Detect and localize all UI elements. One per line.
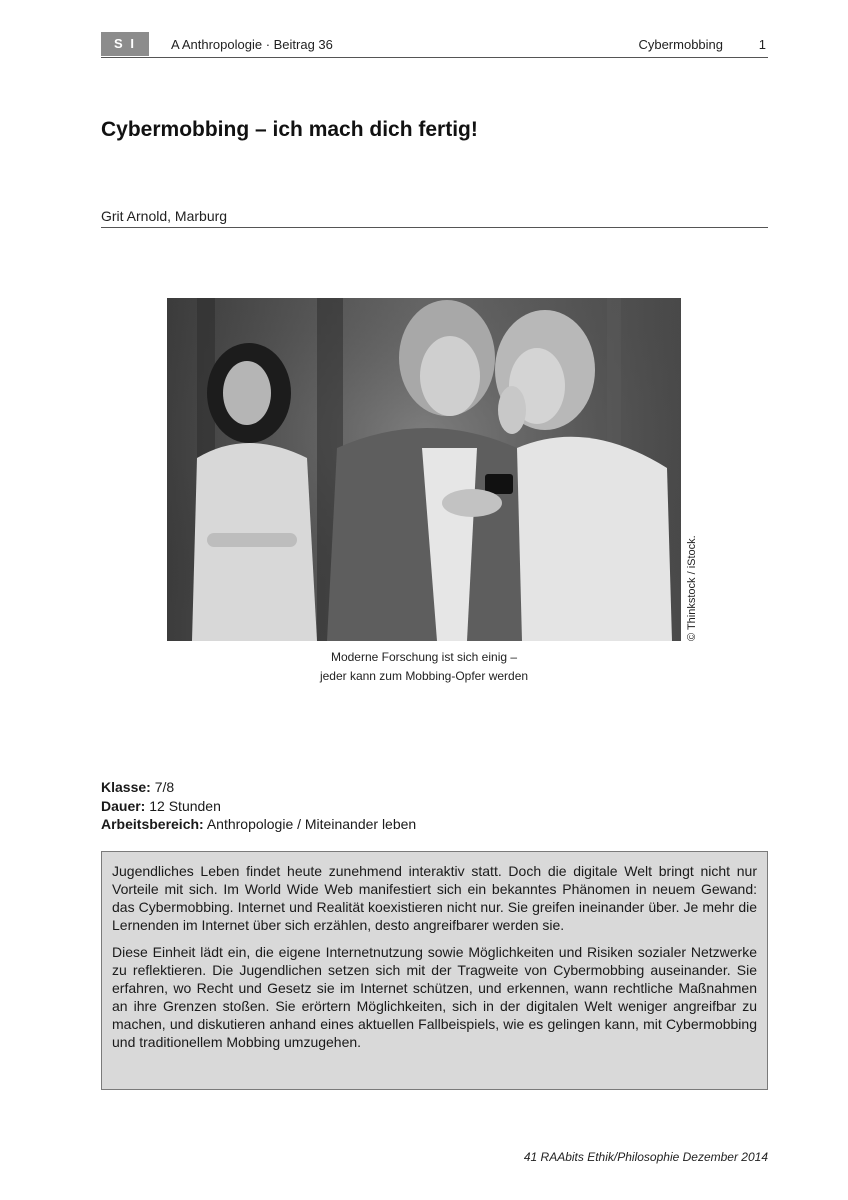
left-girl-face xyxy=(223,361,271,425)
arbeitsbereich-value: Anthropologie / Miteinander leben xyxy=(206,816,417,832)
caption-line-1: Moderne Forschung ist sich einig – xyxy=(330,650,518,664)
photo-caption xyxy=(200,648,648,686)
cover-photo xyxy=(167,298,681,641)
school-level-badge: S I xyxy=(101,32,149,56)
topic-label: Cybermobbing xyxy=(638,37,723,52)
dauer-label: Dauer: xyxy=(101,797,146,814)
page-number: 1 xyxy=(758,37,766,52)
arbeitsbereich-label: Arbeitsbereich: xyxy=(101,816,204,832)
phone xyxy=(485,474,513,494)
middle-girl-face xyxy=(420,336,480,416)
klasse-label: Klasse: xyxy=(101,779,151,795)
right-girl-body xyxy=(517,437,672,641)
summary-box xyxy=(101,851,768,1090)
meta-klasse xyxy=(101,778,416,797)
dauer-value: 12 Stunden xyxy=(149,797,221,814)
page-footer: 41 RAAbits Ethik/Philosophie Dezember 2014 xyxy=(523,1150,768,1164)
author-line: Grit Arnold, Marburg xyxy=(101,208,768,228)
photo-credit: © Thinkstock / iStock. xyxy=(686,535,698,641)
section-label: A Anthropologie · Beitrag 36 xyxy=(171,37,333,52)
page-title: Cybermobbing – ich mach dich fertig! xyxy=(101,118,478,141)
page-header xyxy=(101,32,768,58)
meta-dauer xyxy=(101,797,416,816)
klasse-value: 7/8 xyxy=(154,779,175,795)
summary-paragraph-1: Jugendliches Leben findet heute zunehmend interaktiv statt. Doch die digitale Welt bringt nicht nur Vorteile mit sich. Im World Wide Web manifestiert sich ein bekanntes Phänomen in neuem Gewand: das Cybermobbing. Internet und Realität koexistieren nicht nur. Sie greifen ineinander über. Je mehr die Lernenden im Internet über sich erzählen, desto angreifbarer werden sie. xyxy=(112,863,757,933)
meta-arbeitsbereich xyxy=(101,815,416,834)
lesson-metadata xyxy=(101,778,416,834)
caption-line-2: jeder kann zum Mobbing-Opfer werden xyxy=(319,669,529,683)
summary-paragraph-2: Diese Einheit lädt ein, die eigene Internetnutzung sowie Möglichkeiten und Risiken sozialer Netzwerke zu reflektieren. Die Jugendlichen setzen sich mit der Tragweite von Cybermobbing auseinander. Sie erfahren, wo Recht und Gesetz sie im Internet schützen, und erkennen, wann rechtliche Maßnahmen an ihre Grenzen stoßen. Sie erörtern Möglichkeiten, sich in der digitalen Welt weniger angreifbar zu machen, und diskutieren anhand eines aktuellen Fallbeispiels, wie es gelingen kann, mit Cybermobbing und traditionellem Mobbing umzugehen. xyxy=(112,944,757,1050)
